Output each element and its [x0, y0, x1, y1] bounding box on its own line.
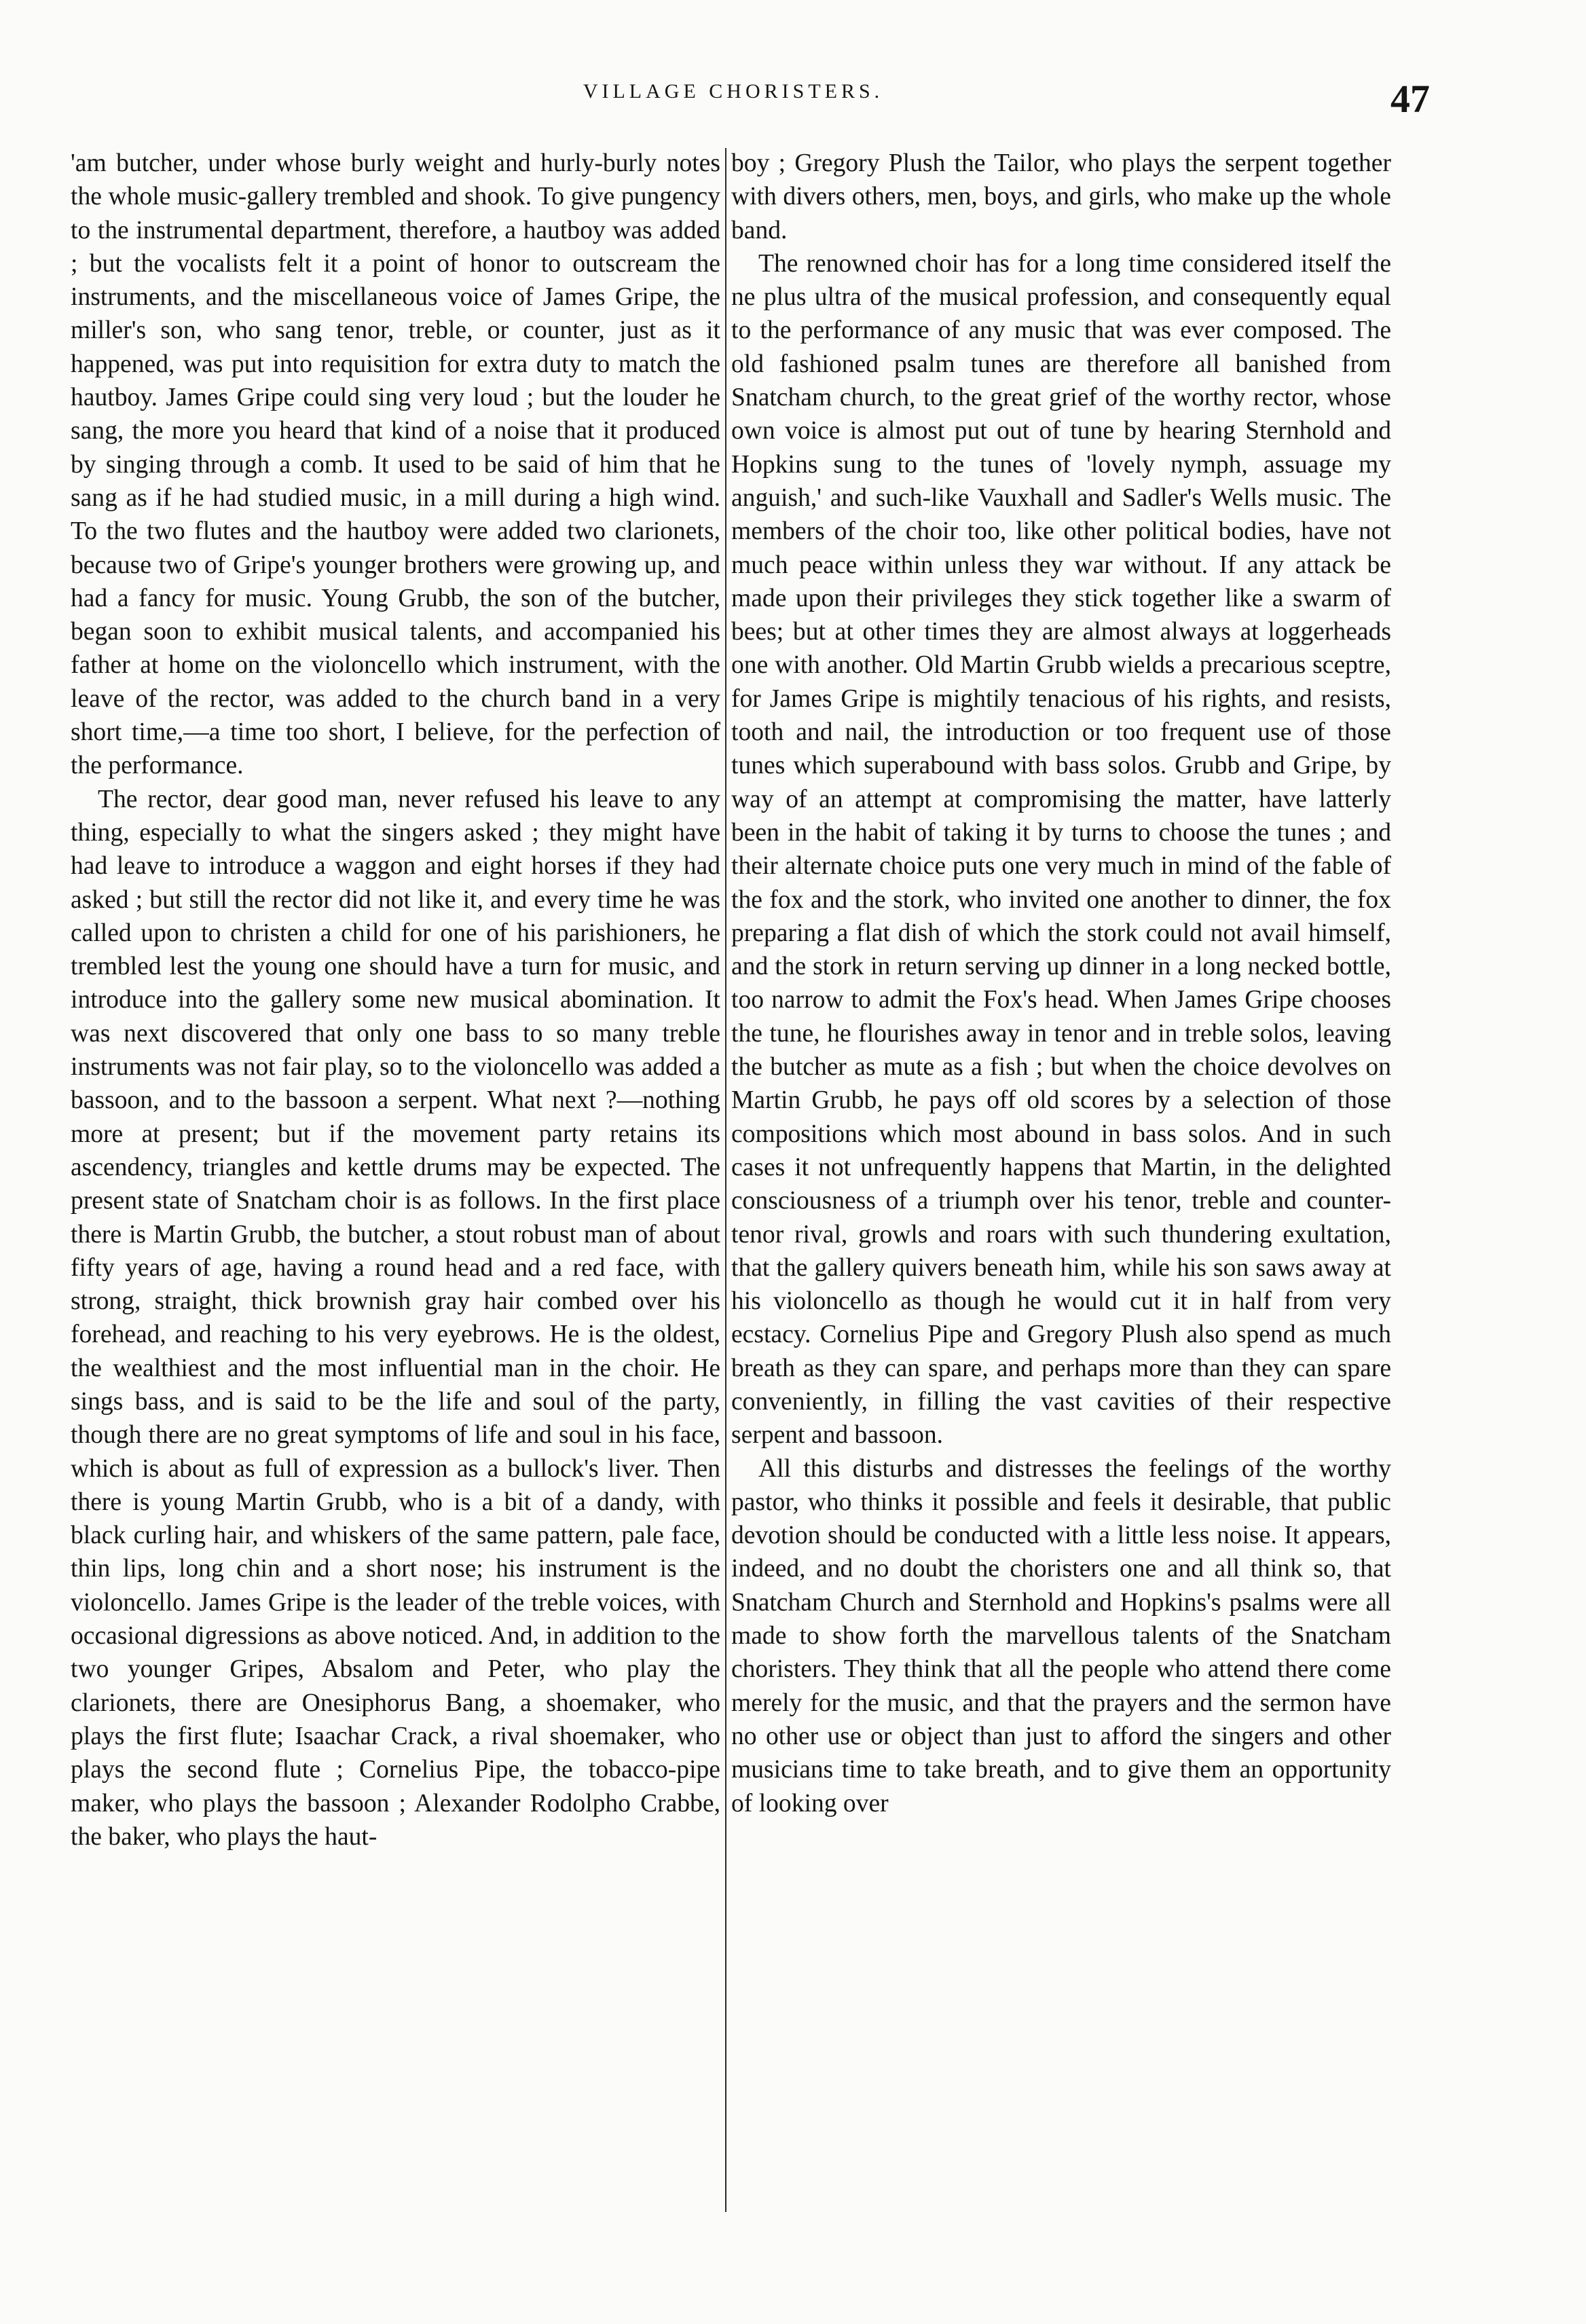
paragraph: The rector, dear good man, never refused his leave to any thing, especially to what the singers asked ; they might have had leave to introduce a waggon and eight horses if they had asked ; but still the rector did not like it, and every time he was called upon to christen a child for one of his parishioners, he trembled lest the young one should have a turn for music, and introduce into the gallery some new musical abomination. It was next discovered that only one bass to so many treble instruments was not fair play, so to the violoncello was added a bassoon, and to the bassoon a serpent. What next ?—nothing more at present; but if the movement party retains its ascendency, triangles and kettle drums may be expected. The present state of Snatcham choir is as follows. In the first place there is Martin Grubb, the butcher, a stout robust man of about fifty years of age, having a round head and a red face, with strong, straight, thick brownish gray hair combed over his forehead, and reaching to his very eyebrows. He is the oldest, the wealthiest and the most influential man in the choir. He sings bass, and is said to be the life and soul of the party, though there are no great symptoms of life and soul in his face, which is about as full of expression as a bullock's liver. Then there is young Martin Grubb, who is a bit of a dandy, with black curling hair, and whiskers of the same pattern, pale face, thin lips, long chin and a short nose; his instrument is the violoncello. James Gripe is the leader of the treble voices, with occasional digressions as above noticed. And, in addition to the two younger Gripes, Absalom and Peter, who play the clarionets, there are Onesiphorus Bang, a shoemaker, who plays the first flute; Isaachar Crack, a rival shoemaker, who plays the second flute ; Cornelius Pipe, the tobacco-pipe maker, who plays the bassoon ; Alexander Rodolpho Crabbe, the baker, who plays the haut- — [71, 785, 720, 1851]
left-column — [71, 147, 720, 2224]
running-head: VILLAGE CHORISTERS. — [583, 80, 884, 103]
paragraph-continued: boy ; Gregory Plush the Tailor, who plays the serpent together with divers others, men, boys, and girls, who make up the whole band. — [731, 149, 1391, 244]
page-number: 47 — [1390, 77, 1430, 121]
paragraph-continued: 'am butcher, under whose burly weight and hurly-burly notes the whole music-gallery trembled and shook. To give pungency to the instrumental department, therefore, a hautboy was added ; but the vocalists felt it a point of honor to outscream the instruments, and the miscellaneous voice of James Gripe, the miller's son, who sang tenor, treble, or counter, just as it happened, was put into requisition for extra duty to match the hautboy. James Gripe could sing very loud ; but the louder he sang, the more you heard that kind of a noise that it produced by singing through a comb. It used to be said of him that he sang as if he had studied music, in a mill during a high wind. To the two flutes and the hautboy were added two clarionets, because two of Gripe's younger brothers were growing up, and had a fancy for music. Young Grubb, the son of the butcher, began soon to exhibit musical talents, and accompanied his father at home on the violoncello which instrument, with the leave of the rector, was added to the church band in a very short time,—a time too short, I believe, for the perfection of the performance. — [71, 149, 720, 780]
paragraph: All this disturbs and distresses the feelings of the worthy pastor, who thinks it possible and feels it desirable, that public devotion should be conducted with a little less noise. It appears, indeed, and no doubt the choristers one and all think so, that Snatcham Church and Sternhold and Hopkins's psalms were all made to show forth the marvellous talents of the Snatcham choristers. They think that all the people who attend there come merely for the music, and that the prayers and the sermon have no other use or object than just to afford the singers and other musicians time to take breath, and to give them an opportunity of looking over — [731, 1454, 1391, 1818]
paragraph: The renowned choir has for a long time considered itself the ne plus ultra of the musical profession, and consequently equal to the performance of any music that was ever composed. The old fashioned psalm tunes are therefore all banished from Snatcham church, to the great grief of the worthy rector, whose own voice is almost put out of tune by hearing Sternhold and Hopkins sung to the tunes of 'lovely nymph, assuage my anguish,' and such-like Vauxhall and Sadler's Wells music. The members of the choir too, like other political bodies, have not much peace within unless they war without. If any attack be made upon their privileges they stick together like a swarm of bees; but at other times they are almost always at loggerheads one with another. Old Martin Grubb wields a precarious sceptre, for James Gripe is mightily tenacious of his rights, and resists, tooth and nail, the introduction or too frequent use of those tunes which superabound with bass solos. Grubb and Gripe, by way of an attempt at compromising the matter, have latterly been in the habit of taking it by turns to choose the tunes ; and their alternate choice puts one very much in mind of the fable of the fox and the stork, who invited one another to dinner, the fox preparing a flat dish of which the stork could not avail himself, and the stork in return serving up dinner in a long necked bottle, too narrow to admit the Fox's head. When James Gripe chooses the tune, he flourishes away in tenor and in treble solos, leaving the butcher as mute as a fish ; but when the choice devolves on Martin Grubb, he pays off old scores by a selection of those compositions which most abound in bass solos. And in such cases it not unfrequently happens that Martin, in the delighted consciousness of a triumph over his tenor, treble and counter-tenor rival, growls and roars with such thundering exultation, that the gallery quivers beneath him, while his son saws away at his violoncello as though he would cut it in half from very ecstacy. Cornelius Pipe and Gregory Plush also spend as much breath as they can spare, and perhaps more than they can spare conveniently, in filling the vast cavities of their respective serpent and bassoon. — [731, 249, 1391, 1450]
right-column — [731, 147, 1391, 2224]
column-divider — [725, 148, 726, 2212]
